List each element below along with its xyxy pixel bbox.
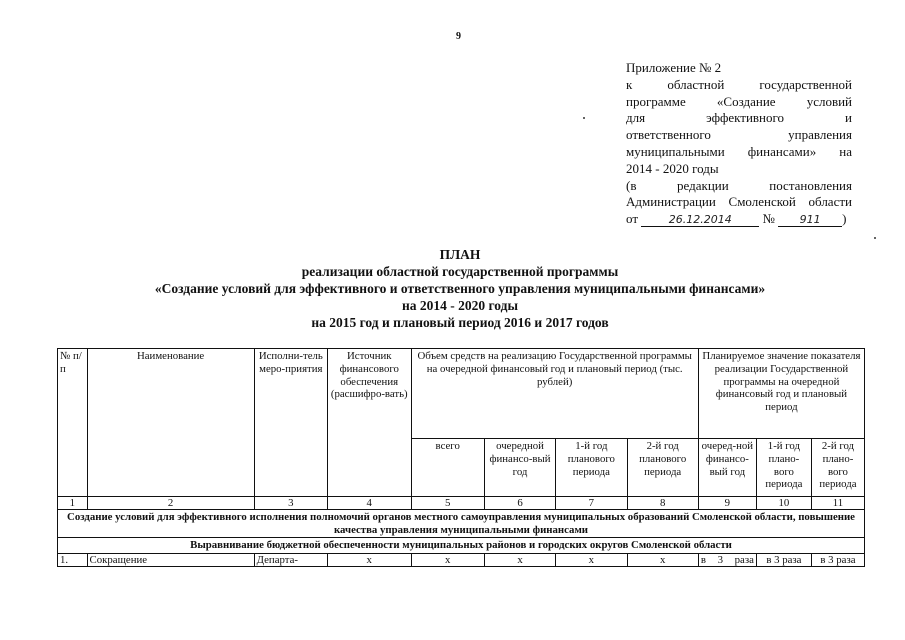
row-total: х — [411, 553, 484, 567]
column-number: 5 — [411, 497, 484, 510]
header-indicator-group: Планируемое значение показателя реализации Государственной программы на очередной финансовый год и плановый период — [698, 349, 864, 439]
row-name: Сокращение — [87, 553, 254, 567]
column-number: 11 — [811, 497, 864, 510]
from-label: от — [626, 211, 639, 227]
page-number: 9 — [456, 31, 461, 42]
scan-speck — [583, 117, 585, 119]
column-number: 8 — [627, 497, 698, 510]
header-plan-2: 2-й год планового периода — [627, 439, 698, 497]
handwritten-date: 26.12.2014 — [641, 213, 759, 227]
column-number: 1 — [58, 497, 88, 510]
plan-subtitle-4: на 2015 год и плановый период 2016 и 2017 годов — [311, 315, 609, 330]
section-row-goal — [58, 510, 865, 538]
table-header-row-1 — [58, 349, 865, 439]
header-name: Наименование — [87, 349, 254, 497]
appendix-line-3: программе «Создание условий — [626, 93, 852, 109]
header-funds-group: Объем средств на реализацию Государственной программы на очередной финансовый год и плановый период (тыс. рублей) — [411, 349, 698, 439]
column-number: 7 — [556, 497, 627, 510]
table-row — [58, 553, 865, 567]
header-ind-fin-year: очеред-ной финансо-вый год — [698, 439, 756, 497]
header-total: всего — [411, 439, 484, 497]
header-num: № п/п — [58, 349, 88, 497]
row-plan-1: х — [556, 553, 627, 567]
plan-subtitle-2: «Создание условий для эффективного и ответственного управления муниципальными финансами» — [154, 281, 766, 296]
header-source: Источник финансового обеспечения (расшифро-вать) — [327, 349, 411, 497]
plan-table — [57, 348, 865, 567]
section-heading-subprogram: Выравнивание бюджетной обеспеченности муниципальных районов и городских округов Смоленской области — [58, 538, 865, 554]
row-ind-plan-1: в 3 раза — [756, 553, 811, 567]
plan-subtitle-3: на 2014 - 2020 годы — [401, 298, 519, 313]
appendix-reference-line — [626, 211, 852, 228]
column-number-row — [58, 497, 865, 510]
column-number: 4 — [327, 497, 411, 510]
header-ind-plan-1: 1-й год плано-вого периода — [756, 439, 811, 497]
row-source: х — [327, 553, 411, 567]
plan-subtitle-1: реализации областной государственной программы — [301, 264, 619, 279]
header-plan-1: 1-й год планового периода — [556, 439, 627, 497]
header-fin-year: очередной финансо-вый год — [484, 439, 555, 497]
appendix-line-2: к областной государственной — [626, 76, 852, 92]
appendix-line-1: Приложение № 2 — [626, 60, 722, 75]
appendix-line-5: ответственного управления — [626, 127, 852, 143]
column-number: 10 — [756, 497, 811, 510]
column-number: 3 — [254, 497, 327, 510]
column-number: 2 — [87, 497, 254, 510]
section-heading-goal: Создание условий для эффективного исполнения полномочий органов местного самоуправления муниципальных образований Смоленской области, повышение качества управления муниципальными финансами — [58, 510, 865, 538]
row-num: 1. — [58, 553, 88, 567]
row-ind-plan-2: в 3 раза — [811, 553, 864, 567]
appendix-line-7: 2014 - 2020 годы — [626, 160, 719, 176]
row-executor: Департа- — [254, 553, 327, 567]
appendix-line-6: муниципальными финансами» на — [626, 143, 852, 159]
plan-title-block — [60, 246, 860, 331]
header-ind-plan-2: 2-й год плано-вого периода — [811, 439, 864, 497]
number-label: № — [762, 211, 775, 227]
appendix-block — [626, 60, 852, 228]
scan-speck — [874, 237, 876, 239]
close-paren: ) — [842, 211, 847, 227]
row-ind-fin-year: в 3 раза — [698, 553, 756, 567]
row-plan-2: х — [627, 553, 698, 567]
appendix-line-8: (в редакции постановления — [626, 177, 852, 193]
appendix-line-4: для эффективного и — [626, 110, 852, 126]
appendix-line-9: Администрации Смоленской области — [626, 194, 852, 210]
plan-title: ПЛАН — [439, 247, 481, 262]
column-number: 6 — [484, 497, 555, 510]
column-number: 9 — [698, 497, 756, 510]
header-executor: Исполни-тель меро-приятия — [254, 349, 327, 497]
handwritten-number: 911 — [778, 213, 842, 227]
row-fin-year: х — [484, 553, 555, 567]
section-row-subprogram — [58, 538, 865, 554]
